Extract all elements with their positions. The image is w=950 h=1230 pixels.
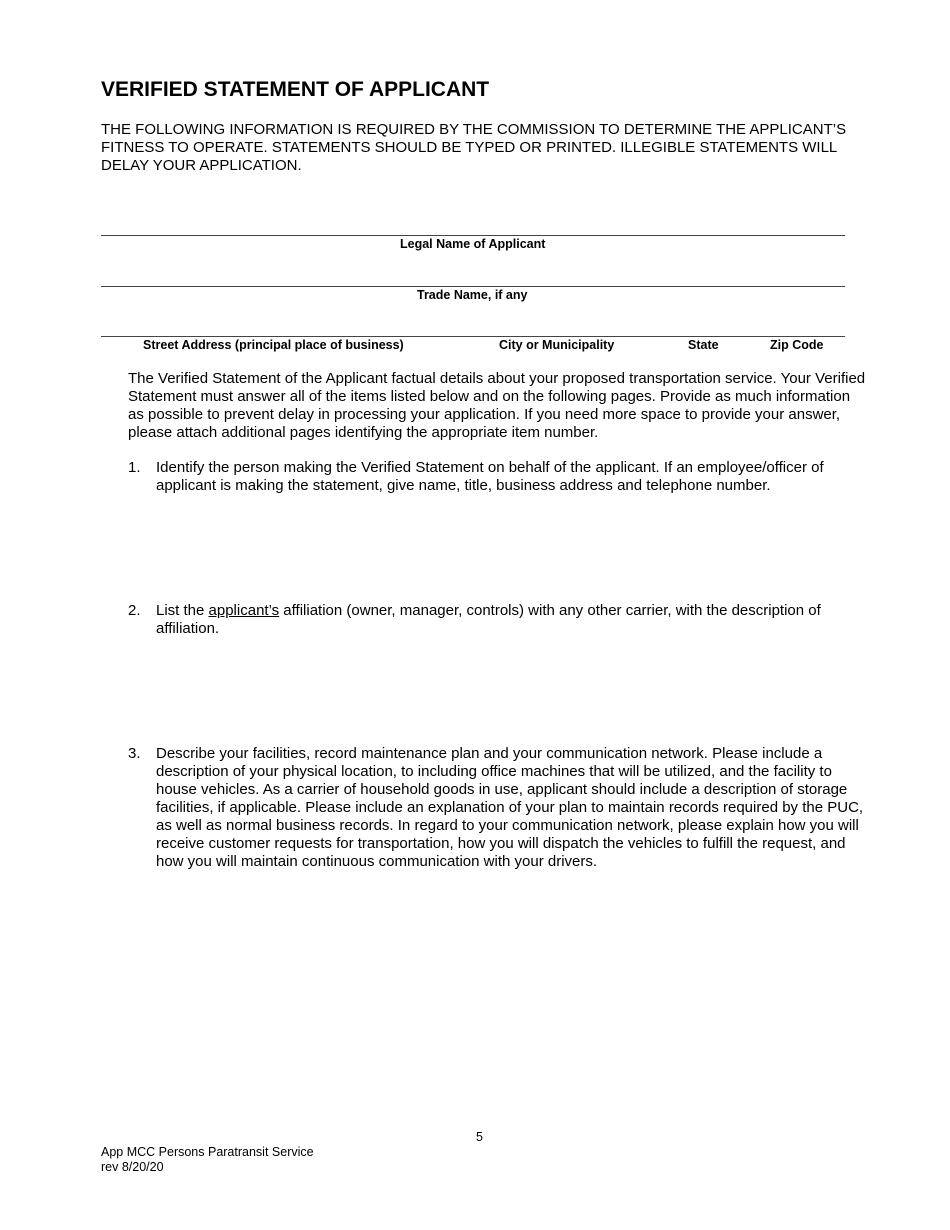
- legal-name-line[interactable]: [101, 235, 845, 236]
- trade-name-line[interactable]: [101, 286, 845, 287]
- state-label: State: [688, 338, 719, 352]
- intro-instructions: THE FOLLOWING INFORMATION IS REQUIRED BY THE COMMISSION TO DETERMINE THE APPLICANT’S FITNESS TO OPERATE. STATEMENTS SHOULD BE TYPED OR PRINTED. ILLEGIBLE STATEMENTS WILL DELAY YOUR APPLICATION.: [101, 121, 847, 174]
- page-title: VERIFIED STATEMENT OF APPLICANT: [101, 78, 490, 101]
- item-2-number: 2.: [128, 602, 141, 619]
- item-2-text: [156, 602, 868, 638]
- item-2-text-after: affiliation (owner, manager, controls) with any other carrier, with the description of affiliation.: [156, 602, 821, 637]
- item-2-underlined-word: applicant’s: [208, 602, 280, 619]
- instructions-paragraph: The Verified Statement of the Applicant factual details about your proposed transportation service. Your Verified Statement must answer all of the items listed below and on the following pages. Provide as much information as possible to prevent delay in processing your application. If you need more space to provide your answer, please attach additional pages identifying the appropriate item number.: [128, 370, 866, 441]
- page-number: 5: [476, 1130, 483, 1144]
- address-line[interactable]: [101, 336, 845, 337]
- footer-form-name: App MCC Persons Paratransit Service: [101, 1145, 314, 1159]
- legal-name-label: Legal Name of Applicant: [400, 237, 546, 251]
- item-1-text: Identify the person making the Verified Statement on behalf of the applicant. If an employee/officer of applicant is making the statement, give name, title, business address and telephone number.: [156, 459, 824, 494]
- item-1-number: 1.: [128, 459, 141, 476]
- item-3-text: Describe your facilities, record maintenance plan and your communication network. Please include a description of your physical location, to including office machines that will be utilized, and the facility to house vehicles. As a carrier of household goods in use, applicant should include a description of storage facilities, if applicable. Please include an explanation of your plan to maintain records required by the PUC, as well as normal business records. In regard to your communication network, please explain how you will receive customer requests for transportation, how you will dispatch the vehicles to fulfill the request, and how you will maintain continuous communication with your drivers.: [156, 745, 864, 870]
- street-address-label: Street Address (principal place of business): [143, 338, 404, 352]
- item-2-text-before: List the: [156, 602, 209, 619]
- city-label: City or Municipality: [499, 338, 615, 352]
- item-3-number: 3.: [128, 745, 141, 762]
- trade-name-label: Trade Name, if any: [417, 288, 528, 302]
- footer-revision: rev 8/20/20: [101, 1160, 164, 1174]
- zip-code-label: Zip Code: [770, 338, 824, 352]
